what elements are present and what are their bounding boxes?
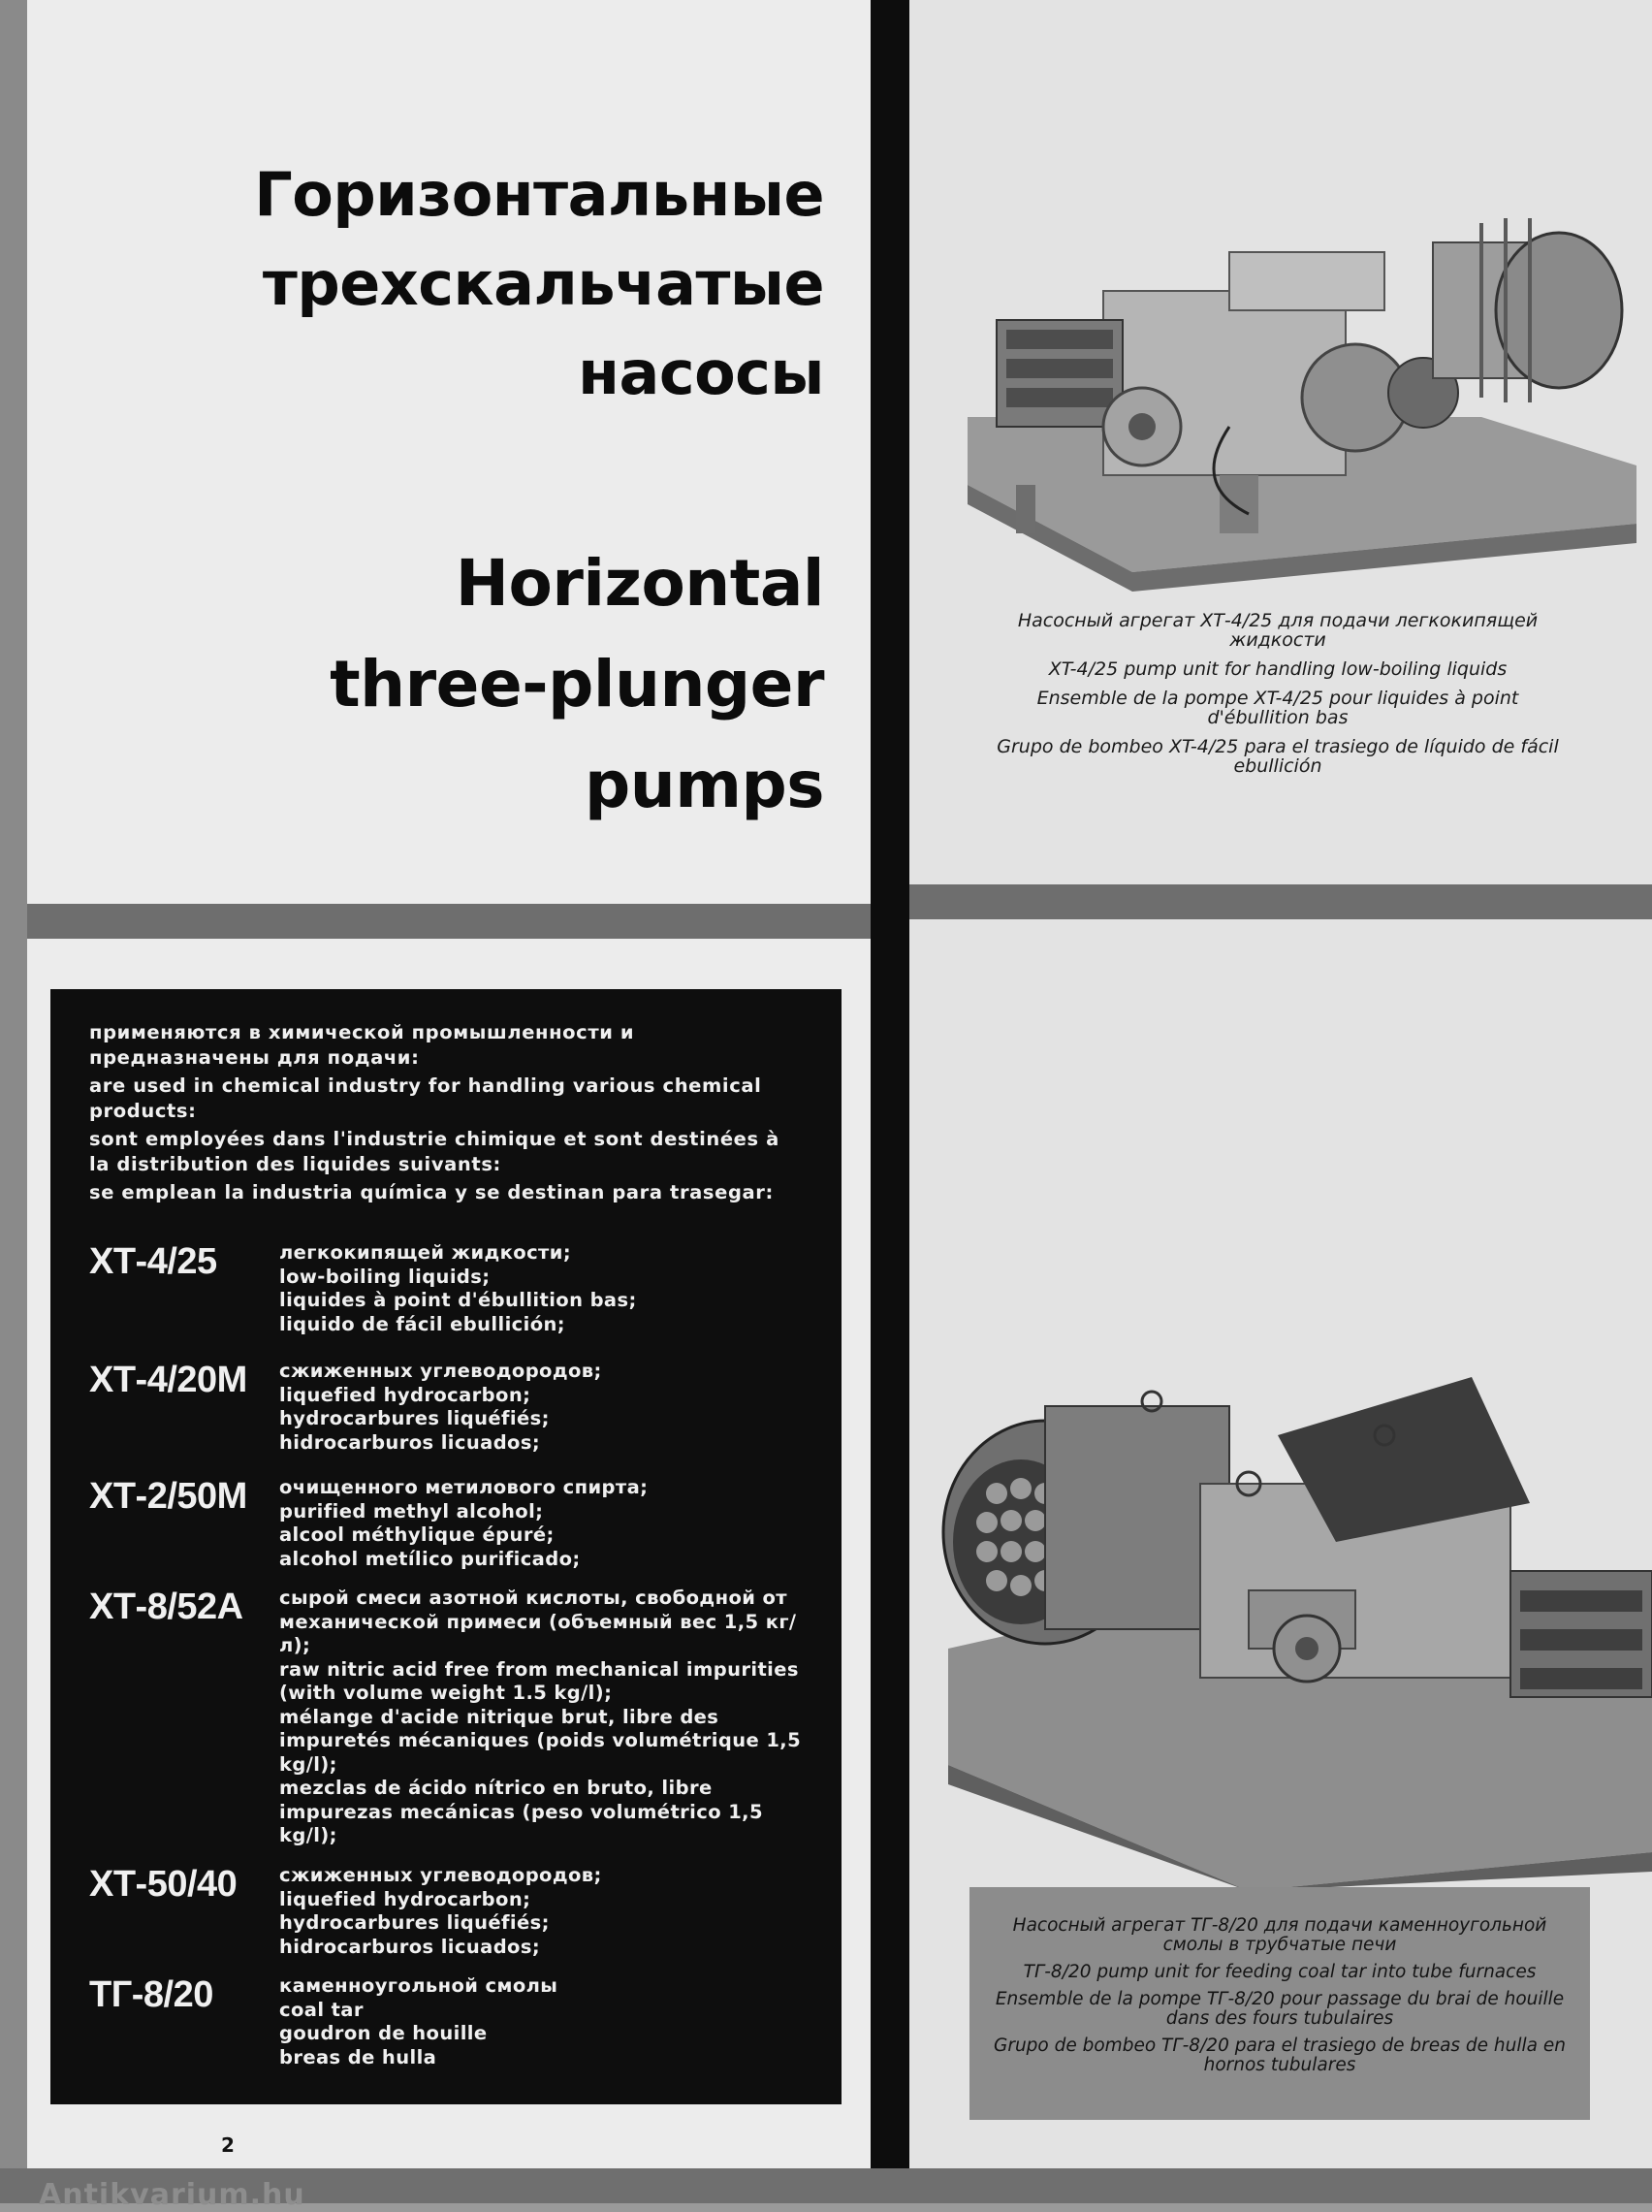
photo-tg-8-20-pump	[929, 1348, 1652, 1891]
model-code: ХТ-50/40	[89, 1864, 238, 1905]
description-line: liquefied hydrocarbon;	[279, 1887, 531, 1910]
model-code: ХТ-2/50М	[89, 1476, 247, 1517]
model-description	[279, 1360, 822, 1455]
caption-top-es: Grupo de bombeo XT-4/25 para el trasiego de líquido de fácil ebullición	[997, 736, 1559, 777]
intro-text	[89, 1020, 807, 1208]
right-page	[909, 0, 1652, 2168]
model-description	[279, 1476, 822, 1571]
model-description	[279, 1587, 822, 1848]
title-ru-line: Горизонтальные	[254, 159, 824, 230]
description-line: очищенного метилового спирта;	[279, 1476, 649, 1498]
title-en-line: Horizontal	[455, 546, 824, 621]
background-edge-left	[0, 0, 27, 2203]
left-page	[27, 0, 873, 2168]
model-code: ХТ-4/25	[89, 1241, 217, 1282]
description-line: сжиженных углеводородов;	[279, 1864, 602, 1886]
description-line: каменноугольной смолы	[279, 1974, 558, 1997]
description-line: сжиженных углеводородов;	[279, 1360, 602, 1382]
description-line: low-boiling liquids;	[279, 1265, 491, 1288]
description-line: сырой смеси азотной кислоты, свободной от механической примеси (объемный вес 1,5 кг/л);	[279, 1587, 797, 1656]
description-line: mélange d'acide nitrique brut, libre des impuretés mécaniques (poids volumétrique 1,5 kg/l);	[279, 1705, 802, 1776]
caption-top-en: XT-4/25 pump unit for handling low-boiling liquids	[1048, 658, 1508, 680]
description-line: hidrocarburos licuados;	[279, 1935, 541, 1958]
model-description	[279, 1241, 822, 1336]
description-line: raw nitric acid free from mechanical impurities (with volume weight 1.5 kg/l);	[279, 1657, 799, 1704]
description-line: легкокипящей жидкости;	[279, 1241, 572, 1264]
title-russian	[87, 150, 824, 418]
caption-top	[987, 611, 1569, 785]
divider-band-right	[909, 884, 1652, 919]
description-line: alcool méthylique épuré;	[279, 1523, 555, 1546]
photo-xt-4-25-pump	[938, 136, 1636, 601]
description-line: liquido de fácil ebullición;	[279, 1312, 566, 1335]
caption-bottom-fr: Ensemble de la pompe ТГ-8/20 pour passage du brai de houille dans des fours tubulaires	[995, 1989, 1565, 2029]
title-ru-line: трехскальчатые	[262, 248, 824, 319]
caption-bottom-es: Grupo de bombeo ТГ-8/20 para el trasiego de breas de hulla en hornos tubulares	[994, 2036, 1566, 2075]
model-description	[279, 1974, 822, 2069]
description-line: breas de hulla	[279, 2045, 437, 2068]
caption-bottom-en: ТГ-8/20 pump unit for feeding coal tar into tube furnaces	[1023, 1962, 1537, 1982]
model-code: ХТ-4/20М	[89, 1360, 247, 1400]
pump-illustration-bottom	[929, 1348, 1652, 1891]
description-line: goudron de houille	[279, 2022, 488, 2044]
divider-band-left	[27, 904, 873, 939]
intro-ru: применяются в химической промышленности и предназначены для подачи:	[89, 1021, 635, 1069]
description-line: alcohol metílico purificado;	[279, 1547, 581, 1570]
watermark: Antikvarium.hu	[39, 2178, 305, 2212]
model-code: ХТ-8/52А	[89, 1587, 243, 1627]
title-en-line: pumps	[584, 748, 824, 822]
intro-en: are used in chemical industry for handling various chemical products:	[89, 1074, 762, 1122]
pump-illustration-top	[938, 136, 1636, 601]
model-description	[279, 1864, 822, 1959]
description-line: hydrocarbures liquéfiés;	[279, 1407, 550, 1429]
caption-bottom-box	[969, 1887, 1590, 2120]
intro-fr: sont employées dans l'industrie chimique et sont destinées à la distribution des liquides suivants:	[89, 1128, 779, 1175]
caption-bottom-ru: Насосный агрегат ТГ-8/20 для подачи каменноугольной смолы в трубчатые печи	[1012, 1915, 1547, 1955]
description-line: hydrocarbures liquéfiés;	[279, 1911, 550, 1934]
description-line: hidrocarburos licuados;	[279, 1430, 541, 1454]
model-code: ТГ-8/20	[89, 1974, 213, 2015]
page-spine	[871, 0, 909, 2168]
title-english	[87, 533, 824, 836]
caption-top-fr: Ensemble de la pompe XT-4/25 pour liquides à point d'ébullition bas	[1036, 688, 1519, 728]
description-line: liquefied hydrocarbon;	[279, 1383, 531, 1406]
description-line: mezclas de ácido nítrico en bruto, libre impurezas mecánicas (peso volumétrico 1,5 kg/l);	[279, 1777, 763, 1846]
description-line: purified methyl alcohol;	[279, 1499, 544, 1523]
caption-top-ru: Насосный агрегат ХТ-4/25 для подачи легкокипящей жидкости	[1017, 610, 1539, 651]
description-line: coal tar	[279, 1998, 364, 2021]
intro-es: se emplean la industria química y se destinan para trasegar:	[89, 1181, 774, 1203]
caption-bottom	[989, 1916, 1571, 2083]
page-number: 2	[221, 2133, 235, 2157]
applications-panel	[50, 989, 842, 2104]
description-line: liquides à point d'ébullition bas;	[279, 1289, 637, 1311]
title-ru-line: насосы	[578, 337, 824, 408]
title-en-line: three-plunger	[330, 647, 824, 721]
